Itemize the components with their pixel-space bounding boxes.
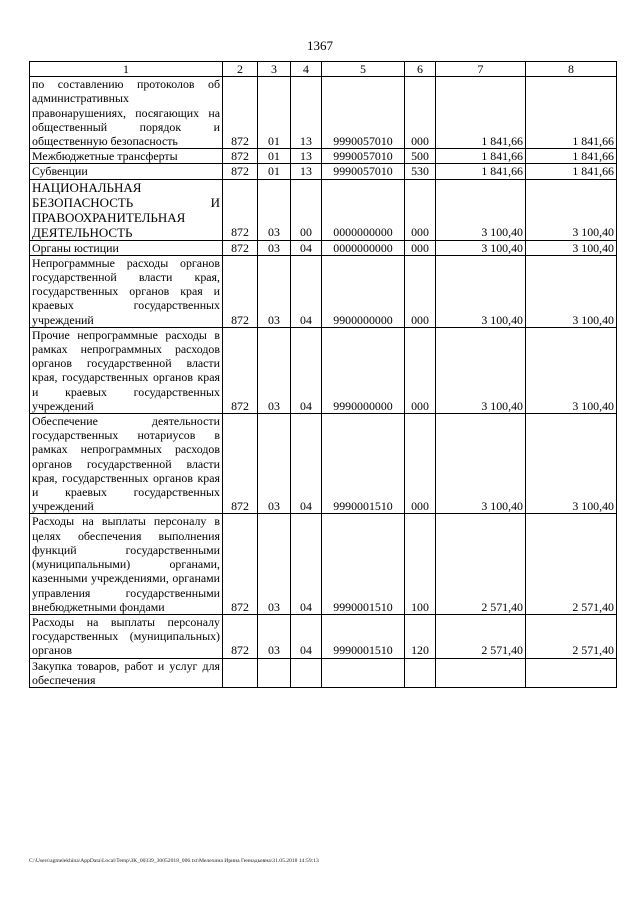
subsection-code: 04 bbox=[291, 240, 322, 255]
subsection-code: 04 bbox=[291, 255, 322, 327]
expense-type-code: 100 bbox=[405, 514, 436, 614]
amount-col8 bbox=[526, 658, 617, 687]
row-name: Закупка товаров, работ и услуг для обеспечения bbox=[30, 658, 223, 687]
target-article-code: 9990057010 bbox=[322, 149, 405, 164]
expense-type-code: 000 bbox=[405, 255, 436, 327]
table-row bbox=[30, 149, 617, 164]
section-code: 01 bbox=[258, 77, 291, 149]
admin-code: 872 bbox=[223, 255, 258, 327]
amount-col7: 3 100,40 bbox=[436, 240, 526, 255]
section-code: 03 bbox=[258, 240, 291, 255]
table-row bbox=[30, 77, 617, 149]
amount-col8: 3 100,40 bbox=[526, 240, 617, 255]
table-row bbox=[30, 179, 617, 240]
admin-code: 872 bbox=[223, 327, 258, 413]
budget-table bbox=[29, 61, 617, 688]
row-name: по составлению протоколов об административных правонарушениях, посягающих на общественный порядок и общественную безопасность bbox=[30, 77, 223, 149]
target-article-code: 0000000000 bbox=[322, 240, 405, 255]
row-name: Расходы на выплаты персоналу в целях обеспечения выполнения функций государственными (муниципальными) органами, казенными учреждениями, органами управления государственными внебюджетными фондами bbox=[30, 514, 223, 614]
admin-code: 872 bbox=[223, 240, 258, 255]
target-article-code: 9900000000 bbox=[322, 255, 405, 327]
amount-col7: 3 100,40 bbox=[436, 255, 526, 327]
page-number: 1367 bbox=[307, 38, 333, 53]
expense-type-code: 500 bbox=[405, 149, 436, 164]
admin-code: 872 bbox=[223, 149, 258, 164]
table-row bbox=[30, 255, 617, 327]
amount-col7: 2 571,40 bbox=[436, 514, 526, 614]
row-name: Непрограммные расходы органов государственной власти края, государственных органов края и краевых государственных учреждений bbox=[30, 255, 223, 327]
expense-type-code: 530 bbox=[405, 164, 436, 179]
subsection-code: 13 bbox=[291, 149, 322, 164]
row-name: Межбюджетные трансферты bbox=[30, 149, 223, 164]
table-row bbox=[30, 240, 617, 255]
row-name: Обеспечение деятельности государственных нотариусов в рамках непрограммных расходов органов государственной власти края, государственных органов края и краевых государственных учреждений bbox=[30, 414, 223, 514]
column-header: 6 bbox=[405, 62, 436, 77]
amount-col7: 2 571,40 bbox=[436, 614, 526, 658]
subsection-code: 04 bbox=[291, 327, 322, 413]
section-code: 03 bbox=[258, 614, 291, 658]
amount-col8: 1 841,66 bbox=[526, 77, 617, 149]
column-header: 7 bbox=[436, 62, 526, 77]
target-article-code: 9990000000 bbox=[322, 327, 405, 413]
amount-col7: 3 100,40 bbox=[436, 414, 526, 514]
table-row bbox=[30, 614, 617, 658]
row-name: Органы юстиции bbox=[30, 240, 223, 255]
row-name: Расходы на выплаты персоналу государственных (муниципальных) органов bbox=[30, 614, 223, 658]
admin-code: 872 bbox=[223, 77, 258, 149]
table-row bbox=[30, 414, 617, 514]
row-name: НАЦИОНАЛЬНАЯ БЕЗОПАСНОСТЬ И ПРАВООХРАНИТЕЛЬНАЯ ДЕЯТЕЛЬНОСТЬ bbox=[30, 179, 223, 240]
column-header: 4 bbox=[291, 62, 322, 77]
admin-code: 872 bbox=[223, 164, 258, 179]
subsection-code: 13 bbox=[291, 77, 322, 149]
column-header: 3 bbox=[258, 62, 291, 77]
expense-type-code: 000 bbox=[405, 327, 436, 413]
expense-type-code: 000 bbox=[405, 240, 436, 255]
table-row bbox=[30, 658, 617, 687]
expense-type-code: 000 bbox=[405, 414, 436, 514]
amount-col7: 1 841,66 bbox=[436, 149, 526, 164]
expense-type-code bbox=[405, 658, 436, 687]
row-name: Субвенции bbox=[30, 164, 223, 179]
target-article-code: 9990057010 bbox=[322, 77, 405, 149]
section-code: 01 bbox=[258, 149, 291, 164]
row-name: Прочие непрограммные расходы в рамках непрограммных расходов органов государственной власти края, государственных органов края и краевых государственных учреждений bbox=[30, 327, 223, 413]
subsection-code bbox=[291, 658, 322, 687]
amount-col8: 1 841,66 bbox=[526, 149, 617, 164]
amount-col8: 3 100,40 bbox=[526, 327, 617, 413]
target-article-code bbox=[322, 658, 405, 687]
column-header: 1 bbox=[30, 62, 223, 77]
admin-code: 872 bbox=[223, 179, 258, 240]
subsection-code: 04 bbox=[291, 514, 322, 614]
file-path-footer: C:\Users\agmelekhina\AppData\Local\Temp\ЗК_00339_30052018_006.txt\Мелехина Ирина Геннадьевна\31.05.2018 14:59:13 bbox=[29, 858, 319, 864]
column-header: 2 bbox=[223, 62, 258, 77]
table-row bbox=[30, 164, 617, 179]
amount-col7: 3 100,40 bbox=[436, 179, 526, 240]
expense-type-code: 120 bbox=[405, 614, 436, 658]
subsection-code: 04 bbox=[291, 414, 322, 514]
amount-col8: 3 100,40 bbox=[526, 255, 617, 327]
amount-col8: 2 571,40 bbox=[526, 614, 617, 658]
amount-col8: 3 100,40 bbox=[526, 414, 617, 514]
section-code: 03 bbox=[258, 255, 291, 327]
target-article-code: 0000000000 bbox=[322, 179, 405, 240]
amount-col8: 2 571,40 bbox=[526, 514, 617, 614]
subsection-code: 00 bbox=[291, 179, 322, 240]
admin-code: 872 bbox=[223, 614, 258, 658]
expense-type-code: 000 bbox=[405, 77, 436, 149]
section-code: 01 bbox=[258, 164, 291, 179]
target-article-code: 9990001510 bbox=[322, 514, 405, 614]
amount-col8: 3 100,40 bbox=[526, 179, 617, 240]
amount-col7: 3 100,40 bbox=[436, 327, 526, 413]
section-code bbox=[258, 658, 291, 687]
admin-code: 872 bbox=[223, 414, 258, 514]
table-row bbox=[30, 327, 617, 413]
table-header-row bbox=[30, 62, 617, 77]
amount-col7: 1 841,66 bbox=[436, 77, 526, 149]
section-code: 03 bbox=[258, 327, 291, 413]
expense-type-code: 000 bbox=[405, 179, 436, 240]
amount-col7 bbox=[436, 658, 526, 687]
admin-code: 872 bbox=[223, 514, 258, 614]
target-article-code: 9990057010 bbox=[322, 164, 405, 179]
amount-col7: 1 841,66 bbox=[436, 164, 526, 179]
table-row bbox=[30, 514, 617, 614]
target-article-code: 9990001510 bbox=[322, 614, 405, 658]
amount-col8: 1 841,66 bbox=[526, 164, 617, 179]
column-header: 5 bbox=[322, 62, 405, 77]
subsection-code: 13 bbox=[291, 164, 322, 179]
section-code: 03 bbox=[258, 414, 291, 514]
admin-code bbox=[223, 658, 258, 687]
subsection-code: 04 bbox=[291, 614, 322, 658]
section-code: 03 bbox=[258, 179, 291, 240]
column-header: 8 bbox=[526, 62, 617, 77]
target-article-code: 9990001510 bbox=[322, 414, 405, 514]
section-code: 03 bbox=[258, 514, 291, 614]
